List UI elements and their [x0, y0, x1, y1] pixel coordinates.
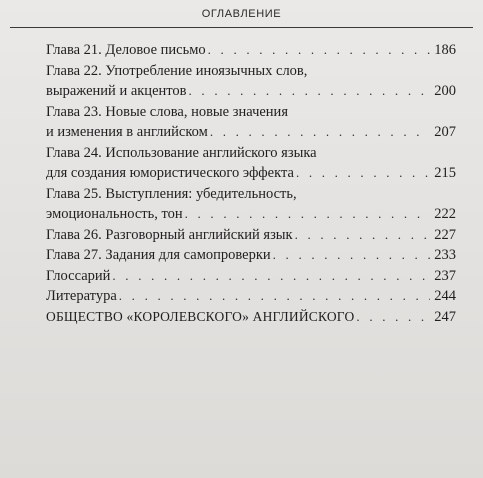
toc-entry	[46, 266, 456, 287]
toc-entry	[46, 245, 456, 266]
toc-page-number: 222	[434, 206, 456, 222]
toc-entry-title: ОБЩЕСТВО «КОРОЛЕВСКОГО» АНГЛИЙСКОГО	[46, 308, 355, 324]
toc-leader-dots	[296, 163, 430, 184]
toc-leader-dots	[295, 225, 430, 246]
toc-entry	[46, 307, 456, 328]
toc-entry-title: Глоссарий	[46, 267, 111, 284]
toc-entry-title: Глава 27. Задания для самопроверки	[46, 247, 271, 263]
toc-entry-continuation	[46, 204, 456, 225]
toc-entry-title: эмоциональность, тон	[46, 206, 183, 222]
toc-entry-title: Глава 22. Употребление иноязычных слов,	[46, 62, 308, 79]
toc-leader-dots	[273, 245, 430, 266]
toc-entry	[46, 286, 456, 307]
toc-entry-title: и изменения в английском	[46, 124, 208, 140]
toc-entry-title: Глава 26. Разговорный английский язык	[46, 226, 293, 243]
toc-entry-title: выражений и акцентов	[46, 83, 187, 99]
toc-entry	[46, 225, 456, 246]
toc-page-number: 237	[434, 267, 456, 284]
toc-page-number: 233	[434, 247, 456, 263]
toc-leader-dots	[210, 122, 430, 143]
toc-page-number: 186	[434, 42, 456, 58]
toc-entry	[46, 143, 456, 164]
toc-entry-continuation	[46, 122, 456, 143]
toc-page-number: 227	[434, 226, 456, 243]
toc-page-number: 200	[434, 83, 456, 99]
toc-leader-dots	[119, 286, 430, 307]
toc-entry-title: для создания юмористического эффекта	[46, 165, 294, 181]
toc-entry	[46, 102, 456, 123]
toc-entry	[46, 40, 456, 61]
toc-entry-title: Глава 23. Новые слова, новые значения	[46, 103, 288, 120]
table-of-contents	[46, 40, 456, 327]
header-divider	[10, 27, 473, 28]
toc-leader-dots	[112, 266, 430, 287]
toc-page-number: 247	[434, 308, 456, 325]
toc-entry	[46, 61, 456, 82]
toc-leader-dots	[189, 81, 430, 102]
toc-page-number: 215	[434, 165, 456, 181]
toc-entry-title: Глава 25. Выступления: убедительность,	[46, 185, 297, 202]
toc-entry-continuation	[46, 81, 456, 102]
toc-entry-title: Глава 24. Использование английского языка	[46, 144, 317, 161]
toc-page-number: 207	[434, 124, 456, 140]
toc-entry-title: Литература	[46, 288, 117, 304]
toc-leader-dots	[185, 204, 430, 225]
toc-entry	[46, 184, 456, 205]
toc-leader-dots	[356, 307, 430, 328]
page-header: ОГЛАВЛЕНИЕ	[201, 8, 282, 20]
toc-leader-dots	[208, 40, 430, 61]
toc-entry-title: Глава 21. Деловое письмо	[46, 42, 206, 58]
toc-page-number: 244	[434, 288, 456, 304]
toc-entry-continuation	[46, 163, 456, 184]
